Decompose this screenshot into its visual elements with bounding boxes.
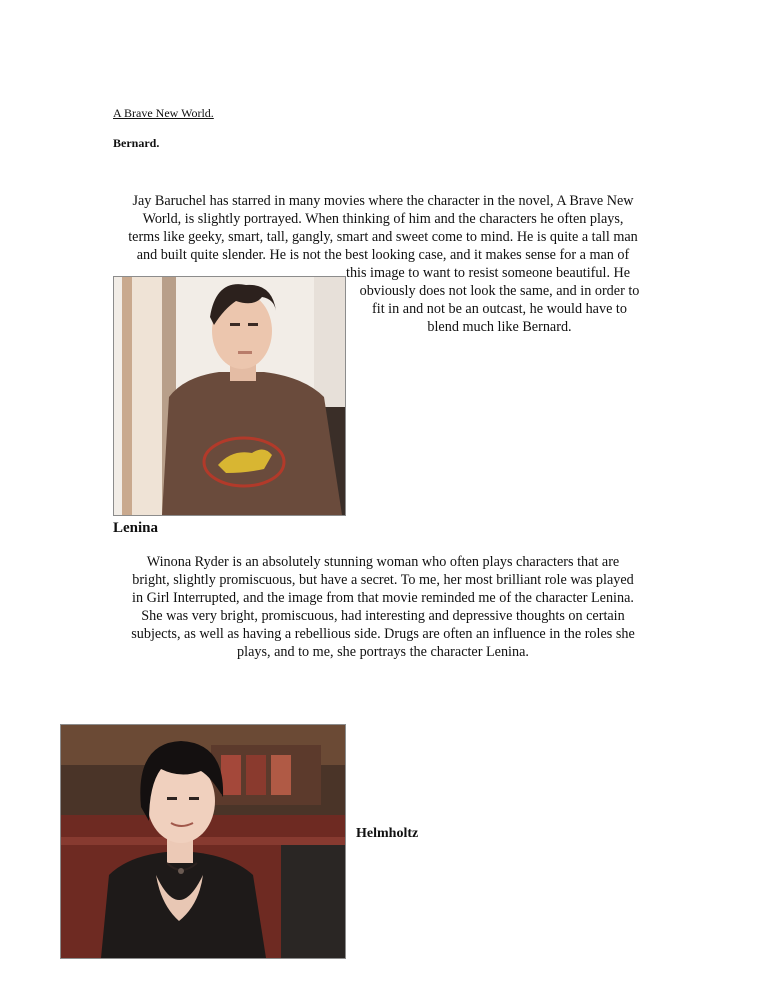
bernard-photo [113, 276, 346, 516]
lenina-photo-image [61, 725, 345, 958]
paragraph-line: obviously does not look the same, and in order to [359, 283, 640, 299]
paragraph-line: World, is slightly portrayed. When thinking of him and the characters he often plays, [142, 211, 624, 227]
paragraph-line: in Girl Interrupted, and the image from that movie reminded me of the character Lenina. [132, 590, 634, 606]
lenina-photo [60, 724, 346, 959]
paragraph-line: blend much like Bernard. [427, 319, 572, 335]
heading-lenina: Lenina [113, 520, 159, 536]
heading-bernard: Bernard. [113, 136, 160, 150]
paragraph-line: and built quite slender. He is not the best looking case, and it makes sense for a man of [136, 247, 630, 263]
paragraph-line: Jay Baruchel has starred in many movies where the character in the novel, A Brave New [132, 193, 634, 209]
heading-helmholtz: Helmholtz [356, 826, 419, 841]
document-title-link[interactable]: A Brave New World. [113, 106, 214, 120]
paragraph-line: terms like geeky, smart, tall, gangly, smart and sweet come to mind. He is quite a tall man [128, 229, 638, 245]
paragraph-line: She was very bright, promiscuous, had interesting and depressive thoughts on certain [141, 608, 625, 624]
paragraph-line: bright, slightly promiscuous, but have a secret. To me, her most brilliant role was played [132, 572, 634, 588]
paragraph-line: Winona Ryder is an absolutely stunning woman who often plays characters that are [146, 554, 620, 570]
lenina-paragraph [113, 553, 653, 663]
paragraph-line: fit in and not be an outcast, he would have to [372, 301, 627, 317]
paragraph-line: plays, and to me, she portrays the character Lenina. [237, 644, 529, 660]
paragraph-line: this image to want to resist someone beautiful. He [346, 265, 631, 281]
paragraph-line: subjects, as well as having a rebellious side. Drugs are often an influence in the roles she [131, 626, 635, 642]
bernard-photo-image [114, 277, 345, 515]
